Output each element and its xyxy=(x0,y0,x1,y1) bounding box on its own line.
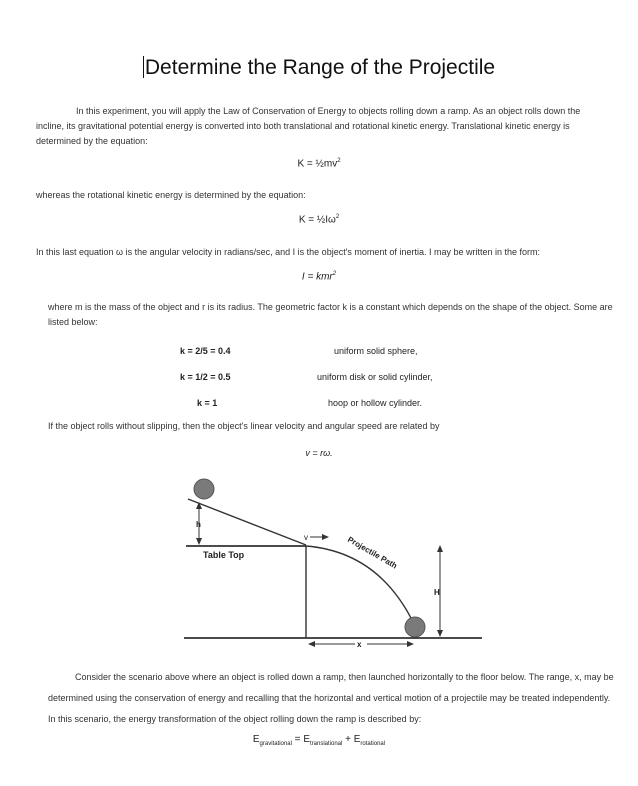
table-top-label: Table Top xyxy=(203,550,245,560)
H-label: H xyxy=(434,588,440,597)
projectile-path xyxy=(306,546,415,626)
where-paragraph: where m is the mass of the object and r is its radius. The geometric factor k is a constant which depends on the shape of the object. Some are listed below: xyxy=(48,302,613,327)
inertia-equation xyxy=(0,271,638,282)
translational-equation-text: K = ½mv xyxy=(297,158,338,170)
energy-term-translational: E xyxy=(303,734,310,745)
rolling-paragraph: If the object rolls without slipping, then the object's linear velocity and angular speed are related by xyxy=(48,421,440,431)
shape-sphere: uniform solid sphere, xyxy=(334,346,418,356)
energy-subscript-translational: translational xyxy=(309,741,343,747)
v-label: v xyxy=(304,533,308,542)
energy-term-rotational: E xyxy=(353,734,361,745)
energy-equation xyxy=(0,734,638,747)
text-cursor xyxy=(143,56,144,78)
ramp-incline xyxy=(188,499,306,545)
whereas-paragraph: whereas the rotational kinetic energy is determined by the equation: xyxy=(36,190,306,200)
velocity-equation: v = rω. xyxy=(305,448,333,458)
translational-equation xyxy=(0,158,638,169)
inertia-equation-exponent: 2 xyxy=(332,271,337,277)
shape-hoop: hoop or hollow cylinder. xyxy=(328,398,423,408)
shape-disk: uniform disk or solid cylinder, xyxy=(317,372,433,382)
inertia-equation-text: I = kmr xyxy=(301,271,333,283)
page-title xyxy=(0,56,638,80)
energy-plus: + xyxy=(342,734,354,745)
k-value-sphere: k = 2/5 = 0.4 xyxy=(180,346,231,356)
range-x-arrowhead-right xyxy=(407,641,414,647)
rotational-equation-exponent: 2 xyxy=(335,214,340,220)
height-h-arrowhead-bottom xyxy=(196,538,202,545)
energy-subscript-gravitational: gravitational xyxy=(259,741,292,747)
height-H-arrowhead-bottom xyxy=(437,630,443,637)
ball-landing xyxy=(405,617,425,637)
title-text: Determine the Range of the Projectile xyxy=(144,56,496,79)
energy-subscript-rotational: rotational xyxy=(360,741,386,747)
k-value-hoop: k = 1 xyxy=(197,398,218,408)
rotational-equation xyxy=(0,214,638,225)
consider-paragraph: Consider the scenario above where an object is rolled down a ramp, then launched horizontally to the floor below. The range, x, may be determined using the conservation of energy and recalling that the horizontal and vertical motion of a projectile may be treated independently. In this scenario, the energy transformation of the object rolling down the ramp is described by: xyxy=(48,672,614,724)
ramp-projectile-diagram xyxy=(0,470,638,650)
x-label: x xyxy=(357,640,362,649)
intro-paragraph: In this experiment, you will apply the Law of Conservation of Energy to objects rolling down a ramp. As an object rolls down the incline, its gravitational potential energy is converted into both translational and rotational kinetic energy. Translational kinetic energy is determined by the equation: xyxy=(36,106,581,146)
translational-equation-exponent: 2 xyxy=(337,158,341,164)
rotational-equation-text: K = ½Iω xyxy=(298,214,336,226)
energy-equals: = xyxy=(291,734,304,745)
velocity-arrowhead xyxy=(322,534,329,540)
angular-velocity-paragraph: In this last equation ω is the angular velocity in radians/sec, and I is the object's moment of inertia. I may be written in the form: xyxy=(36,247,540,257)
height-H-arrowhead-top xyxy=(437,545,443,552)
k-value-disk: k = 1/2 = 0.5 xyxy=(180,372,231,382)
h-label: h xyxy=(196,520,201,529)
ball-top xyxy=(194,479,214,499)
energy-term-gravitational: E xyxy=(252,734,260,745)
projectile-path-label: Projectile Path xyxy=(346,534,399,571)
range-x-arrowhead-left xyxy=(308,641,315,647)
